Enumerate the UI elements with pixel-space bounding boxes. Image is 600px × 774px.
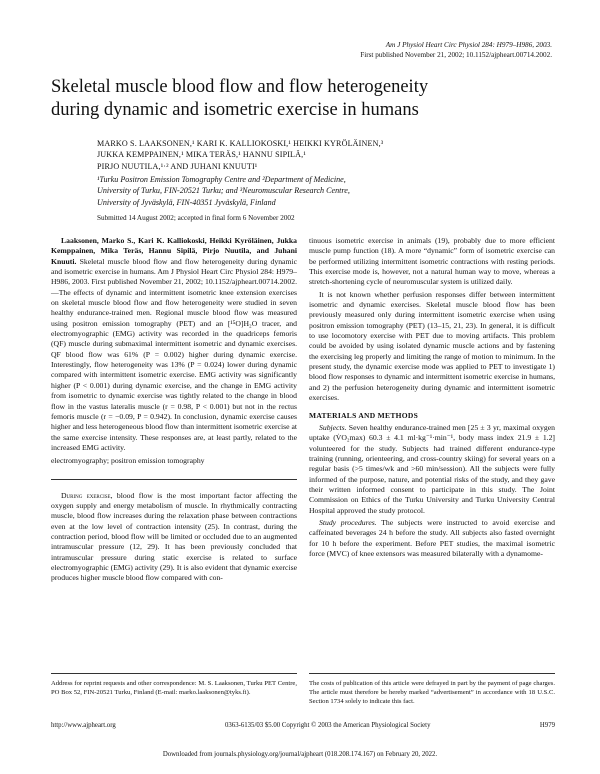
intro-lead: During exercise, <box>61 490 113 500</box>
subjects-text: Seven healthy endurance-trained men [25 ± 3 yr, maximal oxygen uptake (V̇O₂max) 60.3 ± 4.1 ml·kg⁻¹·min⁻¹, body mass index 21.9 ± 1.2] volunteered for the study. Subjects had trained different endurance-type training (running, orienteering, and cross-country skiing) for several years on a regular basis (>5 times/wk and >60 min/session). All the subjects were fully informed of the purpose, nature, and potential risks of the study, and they gave their written informed consent to participate in this study. The Joint Commission on Ethics of the Turku University and Turku University Central Hospital approved the study protocol. <box>309 422 555 515</box>
affiliation-line-2: University of Turku, FIN-20521 Turku; and ³Neuromuscular Research Centre, <box>97 186 350 196</box>
procedures-label: Study procedures. <box>319 517 377 527</box>
copyright-notice: 0363-6135/03 $5.00 Copyright © 2003 the American Physiological Society <box>225 722 431 729</box>
abstract-authors: Laaksonen, Marko S., Kari K. Kalliokoski, Heikki Kyröläinen, Jukka Kemppainen, Mika Teräs, Hannu Sipilä, Pirjo Nuutila, and Juhani Knuuti. <box>51 236 297 266</box>
submission-dates: Submitted 14 August 2002; accepted in final form 6 November 2002 <box>97 214 295 222</box>
title-line-1: Skeletal muscle blood flow and flow heterogeneity <box>51 77 429 97</box>
journal-reference <box>212 40 552 60</box>
procedures-paragraph <box>309 518 555 559</box>
keywords: electromyography; positron emission tomography <box>51 456 205 466</box>
author-list <box>97 138 517 172</box>
subjects-label: Subjects. <box>319 422 347 432</box>
continued-paragraph: tinuous isometric exercise in animals (19), probably due to more efficient muscle pump function (18). A more “dynamic” form of isometric exercise can be performed utilizing intermittent isometric contractions with resting periods. This exercise mode is, however, not a natural human way to move, whereas a stretch-shortening cycle of neuromuscular system is utilized daily. <box>309 236 555 287</box>
published-line: First published November 21, 2002; 10.1152/ajpheart.00714.2002. <box>360 51 552 59</box>
correspondence-footnote: Address for reprint requests and other correspondence: M. S. Laaksonen, Turku PET Centre, PO Box 52, FIN-20521 Turku, Finland (E-mail: marko.laaksonen@tyks.fi). <box>51 680 297 696</box>
affiliation-line-3: University of Jyväskylä, FIN-40351 Jyväskylä, Finland <box>97 197 276 207</box>
procedures-text: The subjects were instructed to avoid exercise and caffeinated beverages 24 h before the study. All subjects also fasted overnight for 10 h before the experiment. Before PET studies, the maximal isometric force (MVC) of knee extensors was measured bilaterally with a dynamome- <box>309 517 555 558</box>
article-title <box>51 76 551 122</box>
authors-line-3: PIRJO NUUTILA,¹·² AND JUHANI KNUUTI¹ <box>97 161 258 171</box>
abstract-divider <box>51 479 297 480</box>
right-column <box>309 236 555 561</box>
journal-url-link[interactable]: http://www.ajpheart.org <box>51 722 116 729</box>
affiliation-line-1: ¹Turku Positron Emission Tomography Centre and ²Department of Medicine, <box>97 175 346 184</box>
methods-heading: MATERIALS AND METHODS <box>309 410 419 420</box>
intro-paragraph <box>51 491 297 584</box>
publication-costs-footnote: The costs of publication of this article were defrayed in part by the payment of page charges. The article must therefore be hereby marked “advertisement” in accordance with 18 U.S.C. Section 1734 solely to indicate this fact. <box>309 680 555 705</box>
footnote-divider-left <box>51 673 297 674</box>
intro-text: blood flow is the most important factor affecting the oxygen supply and energy metabolism of muscle. In rhythmically contracting muscle, blood flow increases during the relaxation phase between contractions even at the low level of contraction intensity (25). In contrast, during the contraction period, blood flow will be limited or occluded due to an augmented intramuscular pressure (12, 29). It has been previously concluded that intramuscular pressure during static exercise is related to surface electromyographic (EMG) activity (29). It is also evident that dynamic exercise produces higher muscle blood flow compared with con- <box>51 490 297 583</box>
subjects-paragraph <box>309 423 555 516</box>
title-line-2: during dynamic and isometric exercise in humans <box>51 100 419 120</box>
journal-citation-line: Am J Physiol Heart Circ Physiol 284: H979–H986, 2003. <box>385 41 552 49</box>
authors-line-1: MARKO S. LAAKSONEN,¹ KARI K. KALLIOKOSKI,¹ HEIKKI KYRÖLÄINEN,³ <box>97 139 384 148</box>
abstract <box>51 236 297 453</box>
download-notice: Downloaded from journals.physiology.org/journal/ajpheart (018.208.174.167) on February 20, 2022. <box>162 751 438 758</box>
objective-paragraph: It is not known whether perfusion responses differ between intermittent isometric and dynamic exercises. Skeletal muscle blood flow has been previously measured only during intermittent isometric exercise when using positron emission tomography (PET) (13–15, 21, 23). In general, it is difficult to use locomotory exercise with PET due to moving artifacts. This problem could be avoided by using isolated dynamic muscle actions and by fastening the exercising leg properly and limiting the range of motion to minimum. In the present study, the dynamic exercise mode was applied to PET to investigate 1) blood flow responses to dynamic and intermittent isometric exercise in humans, and 2) the perfusion heterogeneity during dynamic and intermittent isometric exercises. <box>309 289 555 403</box>
authors-line-2: JUKKA KEMPPAINEN,¹ MIKA TERÄS,¹ HANNU SIPILÄ,¹ <box>97 150 306 160</box>
page-number: H979 <box>539 722 555 729</box>
left-column <box>51 236 297 586</box>
abstract-text: Skeletal muscle blood flow and flow heterogeneity during dynamic and isometric exercise in humans. Am J Physiol Heart Circ Physiol 284: H979–H986, 2003. First published November 21, 2002; 10.1152/ajpheart.00714.2002.—The effects of dynamic and intermittent isometric knee extension exercises on skeletal muscle blood flow and flow heterogeneity were studied in seven healthy endurance-trained men. Regional muscle blood flow was measured using positron emission tomography (PET) and an [¹⁵O]H₂O tracer, and electromyographic (EMG) activity was recorded in the quadriceps femoris (QF) muscle during submaximal intermittent isometric and dynamic exercises. QF blood flow was 61% (P = 0.002) higher during dynamic exercise. Interestingly, flow heterogeneity was 13% (P = 0.024) lower during dynamic compared with intermittent isometric exercise. EMG activity was significantly higher (P < 0.001) during dynamic exercise, and the change in EMG activity from isometric to dynamic exercise was tightly related to the change in blood flow in the vastus lateralis muscle (r = 0.98, P < 0.001) but not in the rectus femoris muscle (r = −0.09, P = 0.942). In conclusion, dynamic exercise causes higher and less heterogeneous blood flow than intermittent isometric exercise at the same exercise intensity. These responses are, at least partly, related to the increased EMG activity. <box>51 256 297 452</box>
footnote-divider-right <box>309 673 555 674</box>
affiliations <box>97 174 527 208</box>
